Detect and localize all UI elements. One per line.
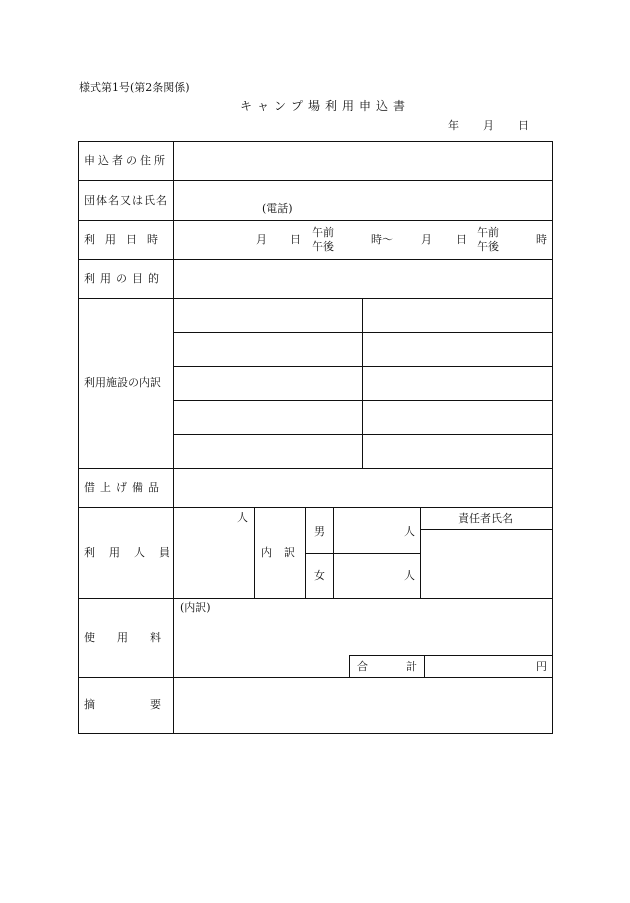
datetime-hour-to: 時	[536, 233, 547, 246]
row-divider	[78, 298, 553, 299]
users-breakdown-label: 内訳	[261, 546, 307, 559]
fee-breakdown-label: (内訳)	[180, 601, 211, 614]
fee-total-left	[349, 655, 350, 677]
frame-right	[552, 141, 553, 734]
users-gender-divider	[305, 553, 421, 554]
frame-top	[78, 141, 553, 142]
datetime-label: 利用日時	[84, 233, 168, 246]
fee-yen-unit: 円	[536, 660, 547, 673]
label-column-divider	[173, 141, 174, 734]
facility-divider	[173, 332, 553, 333]
facility-divider	[173, 400, 553, 401]
users-label: 利用人員	[84, 546, 184, 559]
datetime-pm-from: 午後	[312, 240, 334, 253]
frame-left	[78, 141, 79, 734]
frame-bottom	[78, 733, 553, 734]
users-male-label: 男	[314, 525, 325, 538]
row-divider	[78, 677, 553, 678]
datetime-ampm-from	[312, 226, 334, 254]
row-divider	[78, 220, 553, 221]
name-label: 団体名又は氏名	[84, 194, 168, 207]
facilities-label: 利用施設の内訳	[84, 376, 161, 389]
datetime-day-to: 日	[456, 233, 467, 246]
users-female-label: 女	[314, 569, 325, 582]
users-divider	[254, 507, 255, 598]
row-divider	[78, 468, 553, 469]
facility-divider	[173, 366, 553, 367]
address-label: 申込者の住所	[84, 154, 168, 167]
users-female-unit: 人	[404, 569, 415, 582]
datetime-day-from: 日	[290, 233, 301, 246]
row-divider	[78, 507, 553, 508]
remarks-label: 摘要	[84, 698, 216, 711]
fee-label: 使用料	[84, 631, 183, 644]
row-divider	[78, 180, 553, 181]
form-number: 様式第1号(第2条関係)	[79, 81, 190, 94]
datetime-month-from: 月	[256, 233, 267, 246]
responsible-name-label: 責任者氏名	[458, 512, 513, 525]
datetime-pm-to: 午後	[477, 240, 499, 253]
equipment-label: 借上げ備品	[84, 481, 164, 494]
datetime-am-to: 午前	[477, 226, 499, 239]
responsible-divider	[420, 529, 553, 530]
row-divider	[78, 259, 553, 260]
page-title: キャンプ場利用申込書	[240, 99, 411, 113]
purpose-label: 利用の目的	[84, 272, 164, 285]
datetime-hour-from: 時〜	[371, 233, 393, 246]
fee-total-label: 合計	[357, 660, 455, 673]
users-total-unit: 人	[237, 511, 248, 524]
datetime-ampm-to	[477, 226, 499, 254]
users-male-unit: 人	[404, 525, 415, 538]
date-day: 日	[518, 119, 529, 132]
row-divider	[78, 598, 553, 599]
facility-column-divider	[362, 298, 363, 468]
datetime-month-to: 月	[421, 233, 432, 246]
fee-total-divider	[349, 655, 553, 656]
facility-divider	[173, 434, 553, 435]
phone-label: (電話)	[262, 202, 293, 215]
date-year: 年	[448, 119, 459, 132]
datetime-am-from: 午前	[312, 226, 334, 239]
date-month: 月	[483, 119, 494, 132]
